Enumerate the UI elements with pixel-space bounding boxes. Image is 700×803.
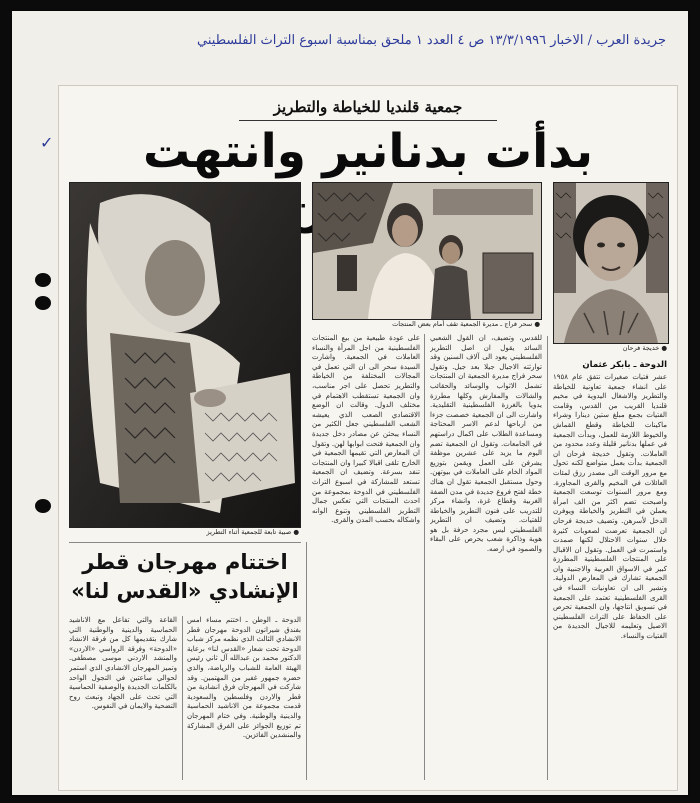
article-clip — [58, 85, 678, 791]
photo-portrait-woman — [553, 182, 669, 344]
caption-mother-child: ● سحر فراج ـ مديرة الجمعية تقف أمام بعض المنتجات — [392, 320, 540, 328]
punch-hole — [35, 273, 51, 287]
column-rule — [182, 616, 183, 780]
punch-hole — [35, 296, 51, 310]
newspaper-clipping-sheet — [12, 11, 688, 795]
festival-title-line-1: اختتام مهرجان قطر — [82, 550, 288, 574]
photo-mother-child — [312, 182, 542, 320]
section-rule — [69, 542, 301, 543]
article-column-b — [430, 334, 542, 780]
check-mark-icon: ✓ — [40, 133, 54, 152]
punch-hole — [35, 499, 51, 513]
main-headline: بدأت بدنانير وانتهت — [143, 124, 593, 179]
article-column-c — [312, 334, 420, 780]
article-column-a — [553, 360, 667, 780]
festival-title-block — [69, 548, 301, 610]
festival-title-line-2: الإنشادي «القدس لنا» — [71, 579, 299, 603]
section-kicker: جمعية قلنديا للخياطة والتطريز — [273, 98, 463, 116]
festival-text: الدوحة ـ الوطن ـ اختتم مساء امس بفندق شيراتون الدوحة مهرجان قطر الانشادي الثالث الذي نظمه مركز شباب الدوحة تحت شعار «القدس لنا» برعاية الدكتور محمد بن عبدالله آل ثاني رئيس الهيئة العامة للشباب والرياضة، والذي حضره جمهور غفير من المهتمين. وقد شاركت في المهرجان فرق انشادية من قطر والاردن وفلسطين والسعودية قدمت مجموعة من الاناشيد الحماسية والدينية والوطنية. وفي ختام المهرجان تم توزيع الجوائز على الفرق المشاركة والمنشدين الفائزين. — [187, 616, 301, 740]
festival-column-e — [69, 616, 177, 780]
article-text: على عودة طبيعية من بيع المنتجات الفلسطينية من اجل المرأة والنساء العاملات في الجمعية. واشارت السيدة سحر الى ان التي تعمل في المجالات المختلفة من الخياطة والتطريز تحصل على اجر مناسب، وان الجمعية تستقطب الاهتمام في مختلف الدول. وقالت ان الوضع الاقتصادي الصعب الذي يعيشه الشعب الفلسطيني جعل الكثير من النساء يبحثن عن مصادر دخل جديدة وان الجمعية فتحت ابوابها لهن. وتقول ان المعارض التي تقيمها الجمعية في الخارج تلقى اقبالا كبيرا وان المنتجات تنفد بسرعة. وتضيف ان الجمعية تستعد للمشاركة في اسبوع التراث الفلسطيني في الدوحة بمجموعة من احدث المنتجات التي تعكس جمال التطريز الفلسطيني وتنوع الوانه واشكاله بحسب المدن والقرى. — [312, 334, 420, 525]
portrait-photo-illustration — [554, 183, 668, 343]
article-text: عشر فتيات صغيرات تتفق عام ١٩٥٨ على انشاء جمعية تعاونية للخياطة والتطريز والاشغال اليدوية في مخيم قلنديا القريب من القدس، وقامت الفتيات بجمع مبلغ ستين دينارا وشراء ماكينات للخياطة وقطع القماش والخيوط اللازمة للعمل، وبدأت الجمعية في عملها بدنانير قليلة وعدد محدود من العاملات. وتقول خديجة فرحان ان الجمعية بدأت بعمل متواضع لكنه تحول مع مرور الوقت الى مصدر رزق لمئات العائلات في المخيم والقرى المجاورة. ومع مرور السنوات توسعت الجمعية واصبحت تضم اكثر من الف امرأة يعملن في التطريز والخياطة ويوفرن الدخل لأسرهن. وتضيف خديجة فرحان ان الجمعية تعرضت لصعوبات كثيرة خلال سنوات الاحتلال لكنها صمدت واستمرت في العمل. وتقول ان الاقبال على المنتجات الفلسطينية المطرزة كبير في الاسواق العربية والاجنبية وان الجمعية تشارك في المعارض الدولية. وتشير الى ان تعاونيات النساء في القرى الفلسطينية تعتمد على الجمعية في تسويق انتاجها، وان الجمعية تحرص على الحفاظ على التراث الفلسطيني الاصيل وتعليمه للاجيال الجديدة من الفتيات والنساء. — [553, 373, 667, 641]
column-rule — [547, 336, 548, 780]
embroidery-photo-illustration — [70, 183, 300, 527]
mother-child-photo-illustration — [313, 183, 541, 319]
caption-portrait: ● خديجة فرحان — [622, 344, 667, 352]
caption-embroidery: ● صبية تابعة للجمعية أثناء التطريز — [206, 528, 299, 536]
handwritten-archive-note: جريدة العرب / الاخبار ١٣/٣/١٩٩٦ ص ٤ العدد ١ ملحق بمناسبة اسبوع التراث الفلسطيني — [197, 33, 666, 48]
column-rule — [424, 334, 425, 780]
article-byline: الدوحة ـ بابكر عثمان — [582, 360, 667, 370]
festival-text: القاعة والتي تفاعل مع الاناشيد الحماسية والدينية والوطنية التي شارك بتقديمها كل من فرقة الانشاد «الدوحة» وفرقة الرواسي «الاردن» والمنشد الاردني موسى مصطفى. وتميز المهرجان الانشادي الذي استمر لحوالي ساعتين في التجول الواحد بالكلمات الجديدة والوصفية الحماسية التي تحث على الجهاد وتبعث روح التضحية والايمان في النفوس. — [69, 616, 177, 711]
photo-embroidery-girl — [69, 182, 301, 528]
kicker-underline — [239, 120, 497, 121]
festival-column-d — [187, 616, 301, 780]
article-text: للقدس، وتضيف، ان القول الشعبي السائد يقول ان اصل التطريز الفلسطيني يعود الى آلاف السنين وقد توارثته الاجيال جيلا بعد جيل. وتقول سحر فراج مديرة الجمعية ان المنتجات تشمل الاثواب والوسائد والحقائب والشالات والمفارش وكلها مطرزة يدويا بالغرزة الفلسطينية التقليدية. واشارت الى ان الجمعية خصصت جزءا من ارباحها لدعم الاسر المحتاجة ومساعدة الطلاب على اكمال دراستهم في الجامعات. وتقول ان الجمعية تضم اليوم ما يزيد على عشرين موظفة يشرفن على العمل ويقمن بتوزيع المواد الخام على العاملات في بيوتهن. وحول مستقبل الجمعية تقول ان هناك خطة لفتح فروع جديدة في مدن الضفة الغربية وقطاع غزة، وانشاء مركز للتدريب على فنون التطريز والخياطة للفتيات. وتضيف ان التطريز الفلسطيني ليس مجرد حرفة بل هو هوية وذاكرة شعب يحرص على البقاء والصمود في ارضه. — [430, 334, 542, 554]
column-rule — [306, 542, 307, 780]
